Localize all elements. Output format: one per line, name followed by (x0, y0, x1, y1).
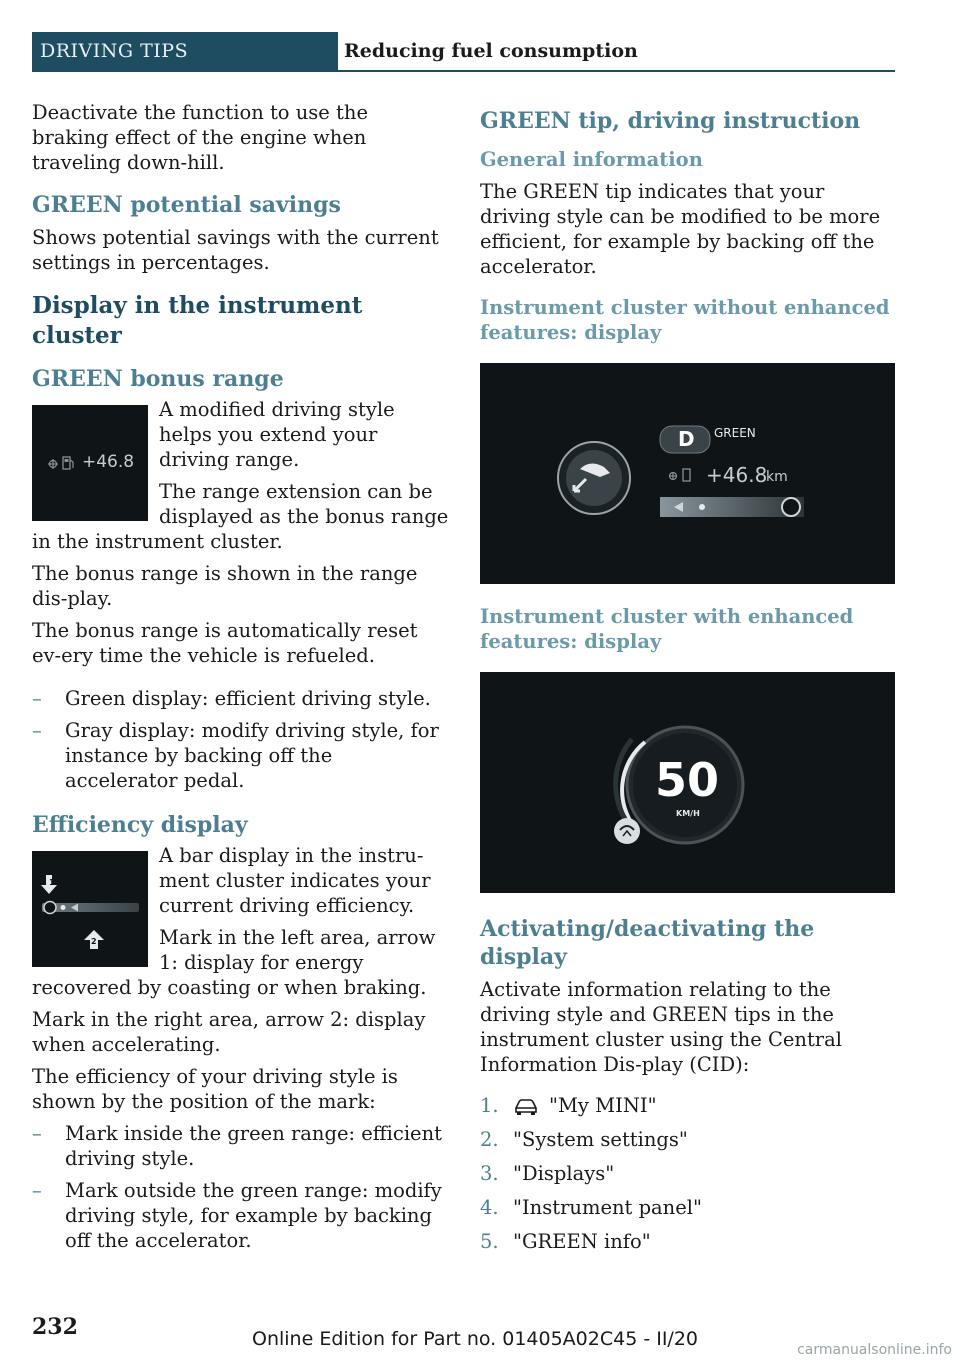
bonus-range-readout: +46.8 (706, 463, 768, 487)
settings-steps (480, 1093, 896, 1254)
potential-savings-heading: GREEN potential savings (32, 192, 341, 218)
list-item: 3. "Displays" (480, 1162, 615, 1185)
cluster-with-enhanced-figure (480, 672, 895, 893)
efficiency-paragraph-4: The efficiency of your driving style is shown by the position of the mark: (32, 1065, 398, 1113)
arrow-2-label: 2 (91, 937, 97, 946)
efficiency-list (32, 1121, 450, 1253)
bonus-range-value: +46.8 (82, 452, 135, 472)
speed-unit: KM/H (676, 809, 700, 818)
efficiency-paragraph-1: A bar display in the instru‐ment cluster indicates your current driving efficiency. (159, 844, 431, 917)
page-title: Reducing fuel consumption (344, 40, 638, 62)
activating-display-heading: Activating/deactivating the display (480, 916, 815, 970)
list-item: 4. "Instrument panel" (480, 1196, 702, 1219)
page-number: 232 (32, 1314, 78, 1340)
green-tip-cluster-graphic (480, 363, 895, 584)
list-item: – Green display: efficient driving style. (32, 687, 431, 710)
watermark: carmanualsonline.info (797, 1342, 952, 1358)
speed-value: 50 (655, 753, 720, 807)
bonus-range-paragraph-1: A modified driving style helps you extend your driving range. (159, 398, 395, 471)
arrow-1-label: 1 (49, 878, 55, 887)
range-unit: km (766, 469, 788, 485)
list-item: – Mark inside the green range: efficient driving style. (32, 1122, 442, 1170)
activating-display-text: Activate information relating to the driving style and GREEN tips in the instrument cluster using the Central Information Dis‐play (CID): (480, 978, 842, 1076)
bonus-range-heading: GREEN bonus range (32, 366, 284, 392)
efficiency-figure (32, 851, 148, 967)
green-mode-label: GREEN (714, 426, 756, 440)
list-item: 1. "My MINI" (480, 1094, 657, 1117)
edition-note: Online Edition for Part no. 01405A02C45 - II/20 (252, 1328, 699, 1350)
efficiency-bar-icon (32, 851, 148, 967)
general-info-heading: General information (480, 148, 703, 171)
efficiency-paragraph-3: Mark in the right area, arrow 2: display when accelerating. (32, 1008, 426, 1056)
potential-savings-text: Shows potential savings with the current settings in percentages. (32, 226, 439, 274)
green-tip-heading: GREEN tip, driving instruction (480, 108, 861, 134)
display-heading: Display in the instrument cluster (32, 292, 363, 349)
bonus-range-list (32, 686, 450, 793)
right-column (480, 100, 896, 1263)
left-column (32, 100, 450, 1260)
bonus-range-paragraph-4: The bonus range is automatically reset ev‐ery time the vehicle is refueled. (32, 619, 418, 667)
without-enhanced-heading: Instrument cluster without enhanced features: display (480, 296, 890, 344)
section-label: DRIVING TIPS (32, 32, 338, 70)
car-icon (513, 1096, 539, 1114)
general-info-text: The GREEN tip indicates that your driving style can be modified to be more efficient, for example by backing off the accelerator. (480, 180, 881, 278)
page-header (32, 32, 895, 72)
list-item: 2. "System settings" (480, 1128, 688, 1151)
bonus-range-paragraph-3: The bonus range is shown in the range dis‐play. (32, 562, 418, 610)
list-item: 5. "GREEN info" (480, 1230, 651, 1253)
bonus-range-figure (32, 405, 148, 521)
with-enhanced-heading: Instrument cluster with enhanced features: display (480, 605, 854, 653)
bonus-range-paragraph-2: The range extension can be displayed as the bonus range in the instrument cluster. (32, 480, 449, 553)
list-item: – Gray display: modify driving style, for instance by backing off the accelerator pedal. (32, 719, 439, 792)
efficiency-paragraph-2: Mark in the left area, arrow 1: display for energy recovered by coasting or when braking. (32, 926, 436, 999)
efficiency-heading: Efficiency display (32, 812, 248, 838)
cluster-without-enhanced-figure (480, 363, 895, 584)
intro-paragraph: Deactivate the function to use the braking effect of the engine when traveling down‐hill. (32, 101, 368, 174)
list-item: – Mark outside the green range: modify driving style, for example by backing off the accelerator. (32, 1179, 442, 1252)
gear-indicator: D (678, 427, 695, 451)
